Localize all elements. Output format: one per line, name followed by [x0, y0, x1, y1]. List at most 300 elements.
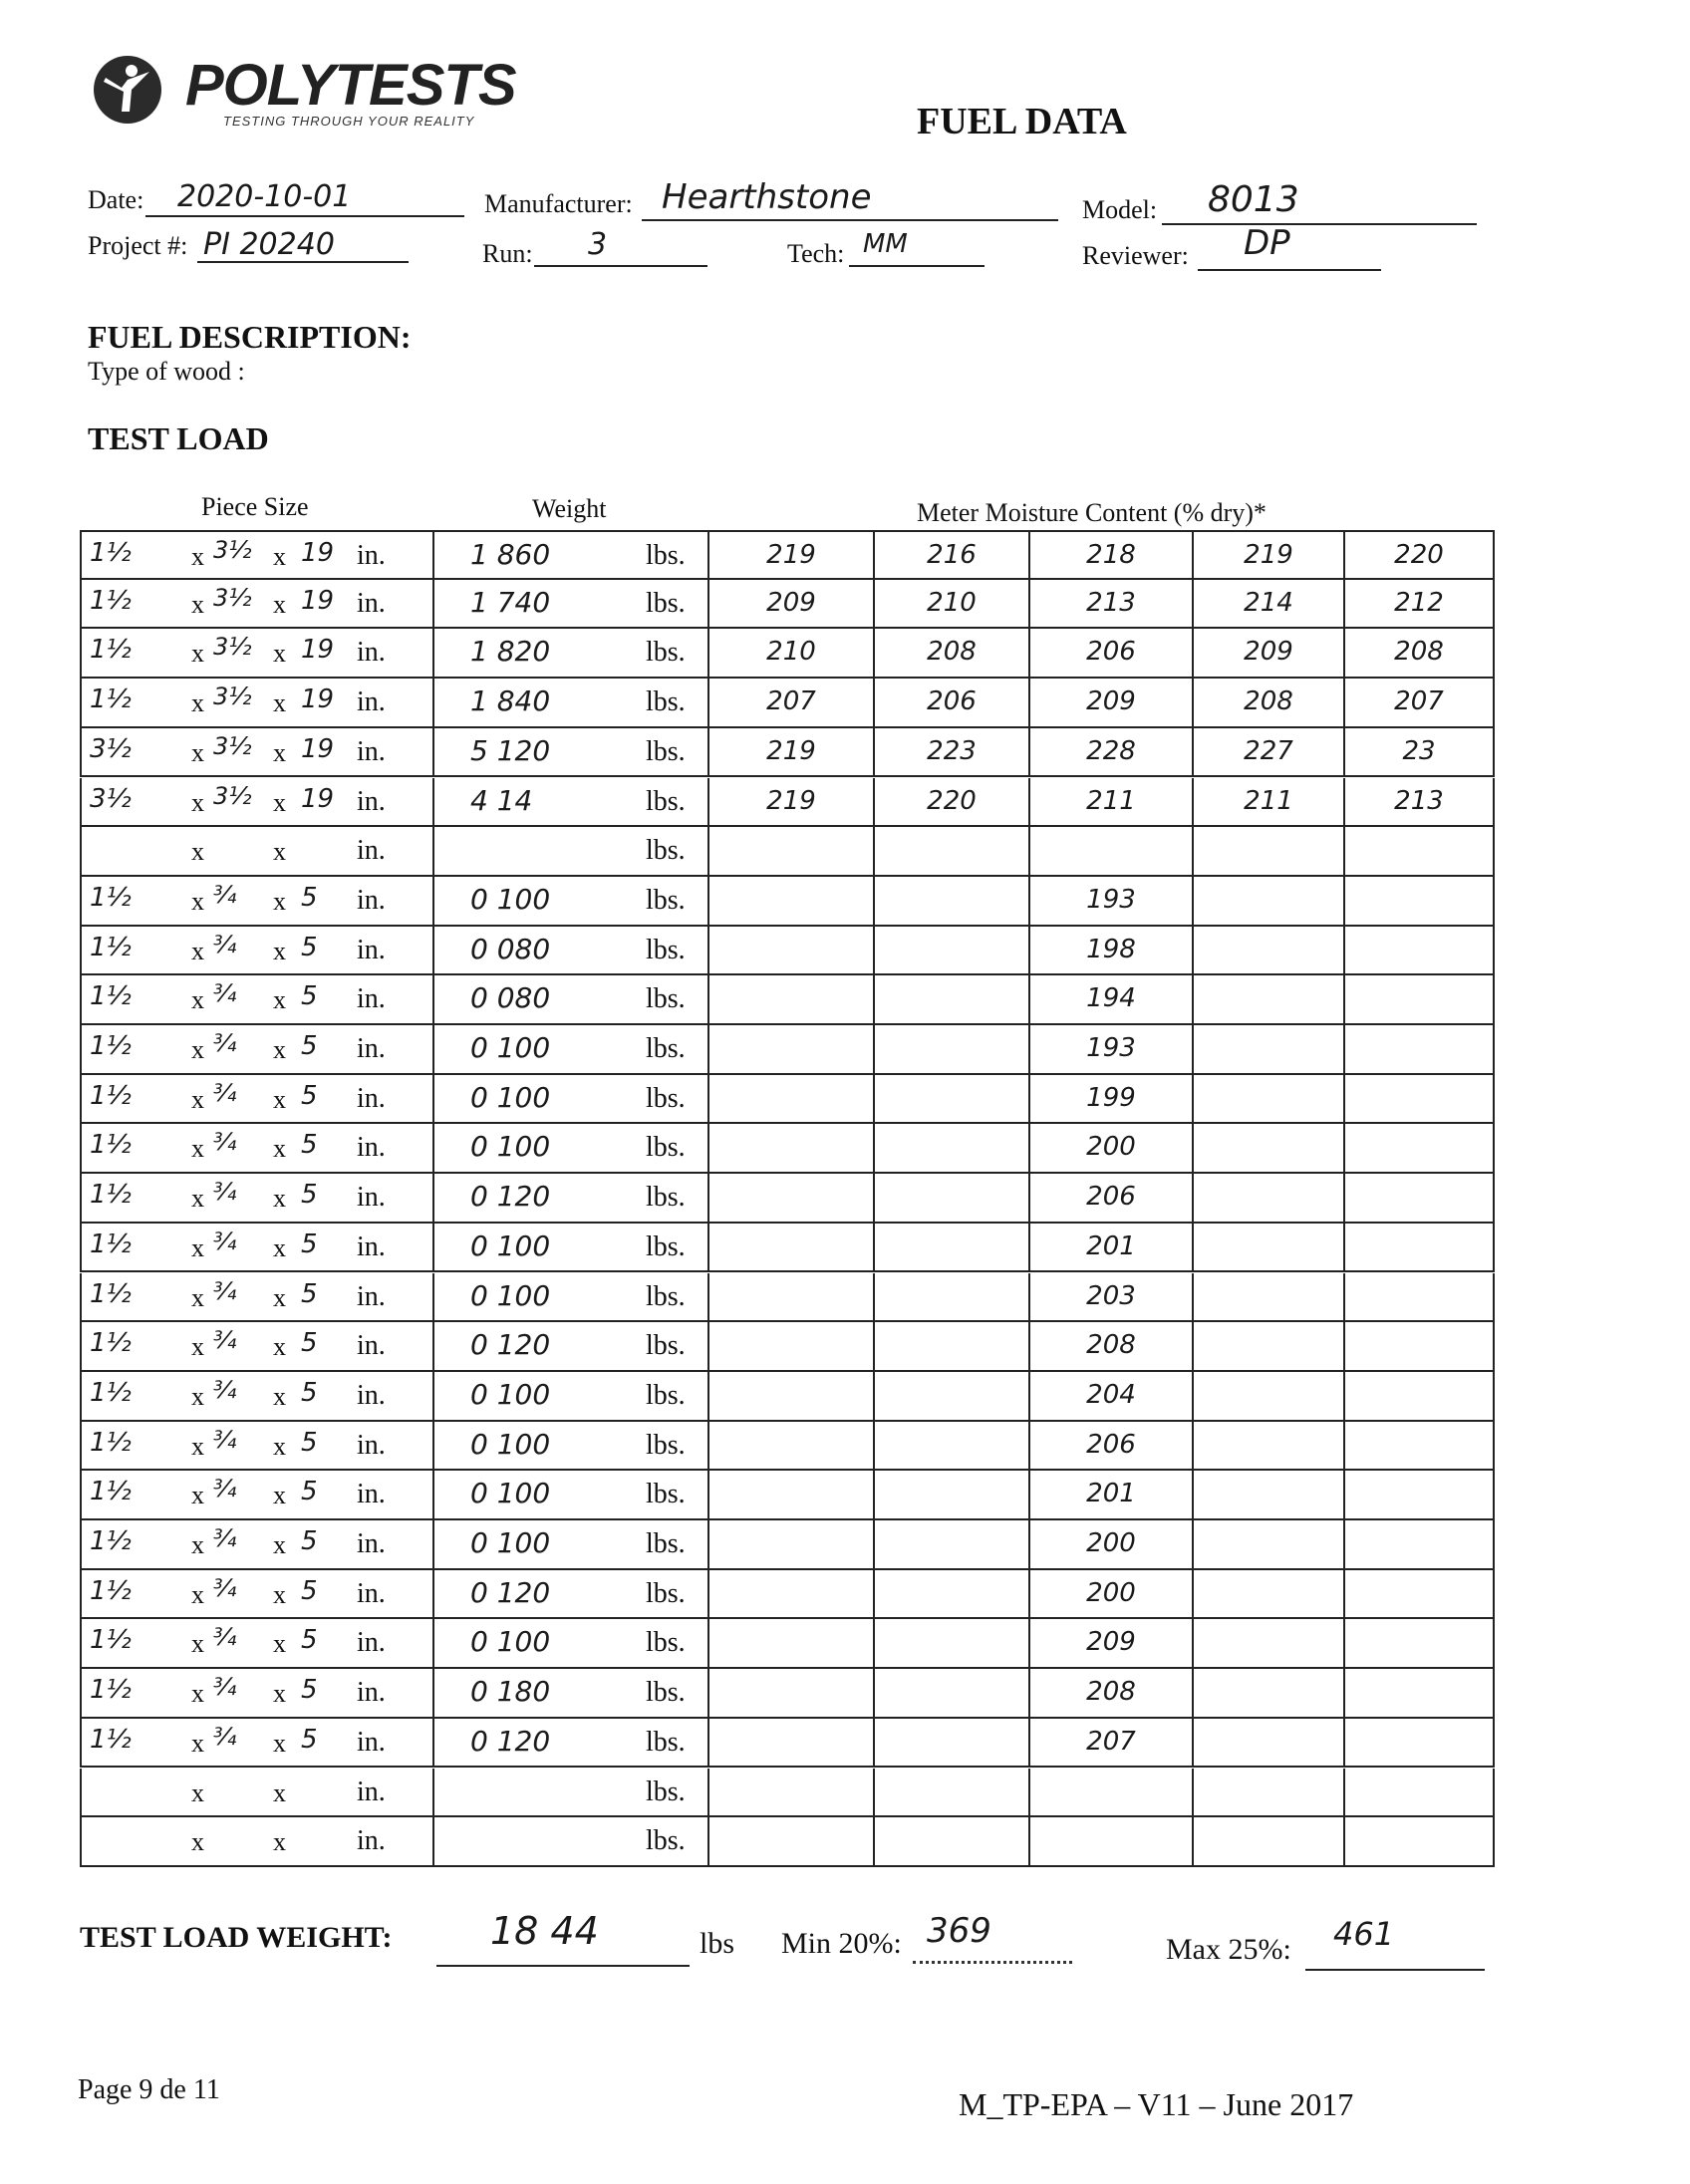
dim-width: ¾ [213, 930, 237, 958]
dim-length: 5 [301, 1724, 318, 1755]
moisture-reading: 219 [1244, 540, 1293, 570]
weight-cell [434, 827, 709, 877]
model-value: 8013 [1208, 179, 1299, 220]
moisture-cell [875, 728, 1030, 778]
moisture-cell [709, 1422, 875, 1472]
dim-separator: x [273, 1134, 286, 1164]
document-title: FUEL DATA [917, 101, 1127, 142]
moisture-cell [1194, 530, 1345, 580]
moisture-reading: 209 [1086, 1627, 1136, 1658]
moisture-cell [1194, 629, 1345, 679]
dim-separator: x [191, 737, 204, 767]
moisture-reading: 210 [927, 587, 977, 618]
weight-cell [434, 1273, 709, 1323]
weight-cell [434, 1322, 709, 1372]
moisture-reading: 223 [927, 735, 977, 766]
weight-cell [434, 1471, 709, 1520]
dim-thickness: 1½ [90, 1180, 132, 1211]
dim-length: 5 [301, 1228, 318, 1259]
piece-size-cell [80, 1669, 434, 1719]
moisture-cell [709, 728, 875, 778]
moisture-reading: 23 [1402, 735, 1436, 766]
dim-separator: x [191, 688, 204, 718]
dim-separator: x [191, 1481, 204, 1510]
weight-value: 0 100 [470, 1477, 551, 1510]
weight-value: 0 100 [470, 1625, 551, 1659]
table-row [80, 1669, 1495, 1719]
dim-width: ¾ [213, 1524, 237, 1552]
moisture-reading: 213 [1086, 587, 1136, 618]
moisture-cell [709, 1322, 875, 1372]
moisture-cell [1345, 1817, 1495, 1867]
weight-cell [434, 679, 709, 728]
moisture-reading: 208 [1244, 686, 1293, 717]
unit-in: in. [357, 1677, 386, 1709]
moisture-cell [875, 1520, 1030, 1570]
moisture-cell [875, 1471, 1030, 1520]
table-row [80, 1273, 1495, 1323]
piece-size-cell [80, 927, 434, 976]
unit-lbs: lbs. [646, 1677, 686, 1709]
unit-in: in. [357, 1182, 386, 1214]
dim-separator: x [191, 985, 204, 1015]
dim-separator: x [191, 1728, 204, 1758]
dim-separator: x [191, 1035, 204, 1064]
weight-cell [434, 1124, 709, 1174]
moisture-reading: 201 [1086, 1479, 1136, 1509]
dim-separator: x [273, 1777, 286, 1807]
dim-width: ¾ [213, 1227, 237, 1255]
weight-value: 1 740 [470, 585, 551, 619]
moisture-cell [1345, 1520, 1495, 1570]
weight-value: 0 100 [470, 1377, 551, 1411]
dim-thickness: 1½ [90, 1575, 132, 1606]
moisture-cell [1194, 975, 1345, 1025]
moisture-reading: 200 [1086, 1577, 1136, 1608]
dim-separator: x [191, 1431, 204, 1461]
moisture-cell [1345, 629, 1495, 679]
dim-thickness: 1½ [90, 635, 132, 666]
dim-length: 5 [301, 1625, 318, 1656]
piece-size-cell [80, 1471, 434, 1520]
moisture-cell [709, 1570, 875, 1620]
run-value: 3 [588, 227, 608, 262]
unit-in: in. [357, 785, 386, 817]
table-row [80, 679, 1495, 728]
piece-size-cell [80, 1322, 434, 1372]
moisture-cell [1345, 679, 1495, 728]
moisture-cell [1194, 728, 1345, 778]
unit-lbs: lbs. [646, 884, 686, 916]
weight-value: 0 100 [470, 1228, 551, 1262]
weight-cell [434, 1174, 709, 1224]
weight-cell [434, 1570, 709, 1620]
dim-width: ¾ [213, 1029, 237, 1057]
piece-size-cell [80, 728, 434, 778]
moisture-reading: 203 [1086, 1280, 1136, 1311]
moisture-cell [1030, 827, 1194, 877]
moisture-reading: 206 [1086, 1429, 1136, 1460]
unit-lbs: lbs. [646, 1577, 686, 1609]
unit-in: in. [357, 1577, 386, 1609]
dim-thickness: 1½ [90, 1377, 132, 1408]
moisture-cell [709, 975, 875, 1025]
moisture-cell [1345, 728, 1495, 778]
piece-size-cell [80, 679, 434, 728]
piece-size-cell [80, 975, 434, 1025]
dim-separator: x [191, 1827, 204, 1857]
moisture-cell [875, 1570, 1030, 1620]
dim-separator: x [191, 1282, 204, 1312]
dim-thickness: 1½ [90, 1724, 132, 1755]
moisture-cell [1345, 827, 1495, 877]
moisture-reading: 220 [927, 785, 977, 816]
moisture-reading: 211 [1086, 785, 1136, 816]
weight-value: 1 820 [470, 635, 551, 669]
form-id: M_TP-EPA – V11 – June 2017 [959, 2086, 1354, 2122]
moisture-cell [1345, 1719, 1495, 1769]
moisture-reading: 210 [766, 637, 816, 668]
unit-in: in. [357, 735, 386, 767]
piece-size-cell [80, 1520, 434, 1570]
moisture-cell [709, 1719, 875, 1769]
unit-in: in. [357, 1775, 386, 1807]
unit-in: in. [357, 1429, 386, 1461]
moisture-cell [875, 1719, 1030, 1769]
weight-cell [434, 1224, 709, 1273]
moisture-cell [875, 580, 1030, 630]
dim-width: ¾ [213, 1178, 237, 1207]
dim-thickness: 1½ [90, 684, 132, 715]
moisture-cell [1030, 1372, 1194, 1422]
reviewer-value: DP [1244, 223, 1290, 263]
moisture-cell [1030, 1075, 1194, 1125]
moisture-reading: 214 [1244, 587, 1293, 618]
weight-cell [434, 1817, 709, 1867]
weight-value: 5 120 [470, 733, 551, 767]
piece-size-cell [80, 1422, 434, 1472]
moisture-reading: 206 [927, 686, 977, 717]
dim-width: 3½ [213, 633, 252, 662]
weight-cell [434, 1719, 709, 1769]
moisture-reading: 218 [1086, 540, 1136, 570]
moisture-cell [1194, 1422, 1345, 1472]
dim-width: ¾ [213, 1425, 237, 1454]
dim-length: 5 [301, 1278, 318, 1309]
brand-name: POLYTESTS [185, 53, 516, 118]
dim-separator: x [191, 1381, 204, 1411]
dim-separator: x [273, 1827, 286, 1857]
unit-lbs: lbs. [646, 785, 686, 817]
unit-lbs: lbs. [646, 1825, 686, 1857]
dim-width: 3½ [213, 536, 252, 564]
moisture-cell [1030, 1520, 1194, 1570]
table-row [80, 927, 1495, 976]
moisture-reading: 207 [1394, 686, 1444, 717]
dim-separator: x [273, 688, 286, 718]
moisture-reading: 208 [1086, 1330, 1136, 1361]
unit-lbs: lbs. [646, 1479, 686, 1510]
moisture-reading: 220 [1394, 540, 1444, 570]
moisture-cell [1030, 975, 1194, 1025]
unit-lbs: lbs. [646, 587, 686, 619]
unit-in: in. [357, 934, 386, 965]
moisture-cell [1194, 927, 1345, 976]
moisture-reading: 206 [1086, 1182, 1136, 1213]
unit-lbs: lbs. [646, 1132, 686, 1164]
weight-value: 0 120 [470, 1328, 551, 1362]
dim-separator: x [273, 1679, 286, 1709]
moisture-reading: 209 [766, 587, 816, 618]
unit-in: in. [357, 587, 386, 619]
moisture-cell [1345, 877, 1495, 927]
moisture-reading: 219 [766, 785, 816, 816]
weight-cell [434, 1520, 709, 1570]
moisture-cell [1030, 1124, 1194, 1174]
manufacturer-value: Hearthstone [662, 177, 872, 217]
moisture-cell [1030, 1322, 1194, 1372]
moisture-cell [1030, 778, 1194, 828]
dim-thickness: 1½ [90, 1675, 132, 1706]
dim-thickness: 1½ [90, 538, 132, 568]
piece-size-cell [80, 1619, 434, 1669]
moisture-cell [1194, 1471, 1345, 1520]
moisture-cell [1345, 1769, 1495, 1818]
moisture-cell [875, 1422, 1030, 1472]
weight-cell [434, 1372, 709, 1422]
dim-separator: x [273, 1035, 286, 1064]
wood-type-label: Type of wood : [88, 357, 245, 386]
dim-thickness: 1½ [90, 1228, 132, 1259]
dim-width: ¾ [213, 1722, 237, 1751]
dim-separator: x [273, 1728, 286, 1758]
dim-length: 19 [301, 733, 335, 764]
dim-length: 19 [301, 783, 335, 814]
unit-lbs: lbs. [646, 637, 686, 669]
dim-separator: x [191, 1184, 204, 1214]
dim-length: 5 [301, 1080, 318, 1111]
moisture-cell [1345, 1075, 1495, 1125]
moisture-cell [875, 530, 1030, 580]
table-row [80, 580, 1495, 630]
unit-lbs: lbs. [646, 1082, 686, 1114]
table-row [80, 728, 1495, 778]
unit-lbs: lbs. [646, 1379, 686, 1411]
dim-length: 5 [301, 1477, 318, 1507]
piece-size-header: Piece Size [201, 492, 309, 521]
weight-value: 0 120 [470, 1575, 551, 1609]
piece-size-cell [80, 1025, 434, 1075]
tech-label: Tech: [787, 239, 845, 268]
moisture-cell [1030, 1570, 1194, 1620]
table-row [80, 1224, 1495, 1273]
dim-separator: x [191, 787, 204, 817]
moisture-cell [1030, 1619, 1194, 1669]
moisture-cell [1030, 629, 1194, 679]
dim-thickness: 1½ [90, 981, 132, 1012]
piece-size-cell [80, 1075, 434, 1125]
moisture-reading: 199 [1086, 1082, 1136, 1113]
dim-thickness: 3½ [90, 733, 132, 764]
moisture-cell [1030, 1174, 1194, 1224]
date-value: 2020-10-01 [177, 179, 352, 214]
table-row [80, 1372, 1495, 1422]
dim-separator: x [273, 1184, 286, 1214]
table-row [80, 1619, 1495, 1669]
dim-length: 5 [301, 1328, 318, 1359]
moisture-reading: 193 [1086, 884, 1136, 915]
dim-separator: x [191, 1629, 204, 1659]
unit-in: in. [357, 1033, 386, 1064]
piece-size-cell [80, 1273, 434, 1323]
run-label: Run: [482, 239, 533, 268]
moisture-cell [709, 1520, 875, 1570]
unit-in: in. [357, 1330, 386, 1362]
dim-thickness: 1½ [90, 1278, 132, 1309]
moisture-reading: 227 [1244, 735, 1293, 766]
moisture-cell [1030, 1025, 1194, 1075]
dim-thickness: 3½ [90, 783, 132, 814]
moisture-cell [1345, 778, 1495, 828]
dim-separator: x [273, 639, 286, 669]
unit-in: in. [357, 1528, 386, 1559]
brand-tagline: TESTING THROUGH YOUR REALITY [223, 114, 475, 129]
piece-size-cell [80, 1719, 434, 1769]
figure-logo-icon [92, 54, 163, 126]
weight-cell [434, 778, 709, 828]
dim-separator: x [273, 1481, 286, 1510]
dim-separator: x [273, 1084, 286, 1114]
weight-header: Weight [532, 494, 607, 523]
dim-width: 3½ [213, 583, 252, 612]
weight-cell [434, 580, 709, 630]
moisture-cell [709, 927, 875, 976]
dim-thickness: 1½ [90, 1477, 132, 1507]
unit-lbs: lbs. [646, 1280, 686, 1312]
unit-lbs: lbs. [646, 1775, 686, 1807]
dim-separator: x [273, 1629, 286, 1659]
dim-width: ¾ [213, 1573, 237, 1602]
weight-value: 0 080 [470, 981, 551, 1015]
unit-lbs: lbs. [646, 1330, 686, 1362]
weight-value: 0 180 [470, 1675, 551, 1709]
moisture-reading: 200 [1086, 1132, 1136, 1163]
dim-thickness: 1½ [90, 1080, 132, 1111]
moisture-cell [875, 1273, 1030, 1323]
moisture-cell [709, 1075, 875, 1125]
table-row [80, 1124, 1495, 1174]
moisture-reading: 200 [1086, 1528, 1136, 1558]
moisture-cell [1345, 1025, 1495, 1075]
piece-size-cell [80, 1570, 434, 1620]
table-row [80, 1817, 1495, 1867]
moisture-reading: 207 [1086, 1726, 1136, 1757]
dim-separator: x [273, 1282, 286, 1312]
dim-separator: x [191, 1232, 204, 1262]
moisture-cell [1194, 1719, 1345, 1769]
unit-in: in. [357, 1627, 386, 1659]
dim-length: 5 [301, 1675, 318, 1706]
moisture-cell [1345, 1124, 1495, 1174]
dim-width: ¾ [213, 979, 237, 1008]
moisture-cell [1194, 1619, 1345, 1669]
table-row [80, 1322, 1495, 1372]
dim-separator: x [273, 985, 286, 1015]
dim-separator: x [191, 886, 204, 916]
moisture-cell [1345, 1224, 1495, 1273]
unit-in: in. [357, 1230, 386, 1262]
test-load-weight-value: 18 44 [490, 1909, 599, 1953]
table-row [80, 629, 1495, 679]
max-value: 461 [1333, 1915, 1395, 1953]
project-label: Project #: [88, 231, 188, 260]
dim-separator: x [273, 1579, 286, 1609]
moisture-cell [1194, 827, 1345, 877]
moisture-reading: 209 [1244, 637, 1293, 668]
moisture-cell [1194, 778, 1345, 828]
unit-lbs: lbs. [646, 1182, 686, 1214]
unit-lbs: lbs. [646, 686, 686, 718]
project-value: PI 20240 [203, 227, 335, 262]
weight-value: 0 100 [470, 882, 551, 916]
weight-cell [434, 975, 709, 1025]
unit-in: in. [357, 1280, 386, 1312]
dim-separator: x [273, 936, 286, 965]
moisture-cell [875, 1322, 1030, 1372]
moisture-cell [1194, 1372, 1345, 1422]
moisture-cell [875, 1619, 1030, 1669]
unit-lbs: lbs. [646, 1627, 686, 1659]
moisture-reading: 208 [1086, 1677, 1136, 1708]
moisture-cell [1345, 580, 1495, 630]
table-row [80, 1075, 1495, 1125]
dim-separator: x [191, 1777, 204, 1807]
table-row [80, 1769, 1495, 1818]
moisture-cell [709, 629, 875, 679]
dim-width: ¾ [213, 1375, 237, 1404]
dim-thickness: 1½ [90, 1130, 132, 1161]
dim-width: ¾ [213, 1078, 237, 1107]
moisture-reading: 198 [1086, 934, 1136, 964]
unit-in: in. [357, 835, 386, 867]
unit-in: in. [357, 686, 386, 718]
weight-unit: lbs [700, 1927, 735, 1960]
moisture-cell [1345, 1619, 1495, 1669]
weight-cell [434, 1075, 709, 1125]
moisture-cell [1194, 1520, 1345, 1570]
moisture-cell [1030, 580, 1194, 630]
moisture-cell [709, 1124, 875, 1174]
moisture-cell [1194, 1769, 1345, 1818]
dim-width: ¾ [213, 1128, 237, 1157]
piece-size-cell [80, 827, 434, 877]
dim-separator: x [273, 1332, 286, 1362]
table-row [80, 877, 1495, 927]
moisture-cell [1030, 679, 1194, 728]
dim-separator: x [273, 589, 286, 619]
dim-width: ¾ [213, 880, 237, 909]
moisture-cell [875, 1174, 1030, 1224]
moisture-cell [875, 927, 1030, 976]
company-logo [92, 50, 530, 139]
table-row [80, 530, 1495, 580]
piece-size-cell [80, 580, 434, 630]
moisture-cell [1194, 1273, 1345, 1323]
dim-separator: x [191, 1332, 204, 1362]
weight-cell [434, 1769, 709, 1818]
moisture-reading: 228 [1086, 735, 1136, 766]
dim-width: ¾ [213, 1673, 237, 1702]
